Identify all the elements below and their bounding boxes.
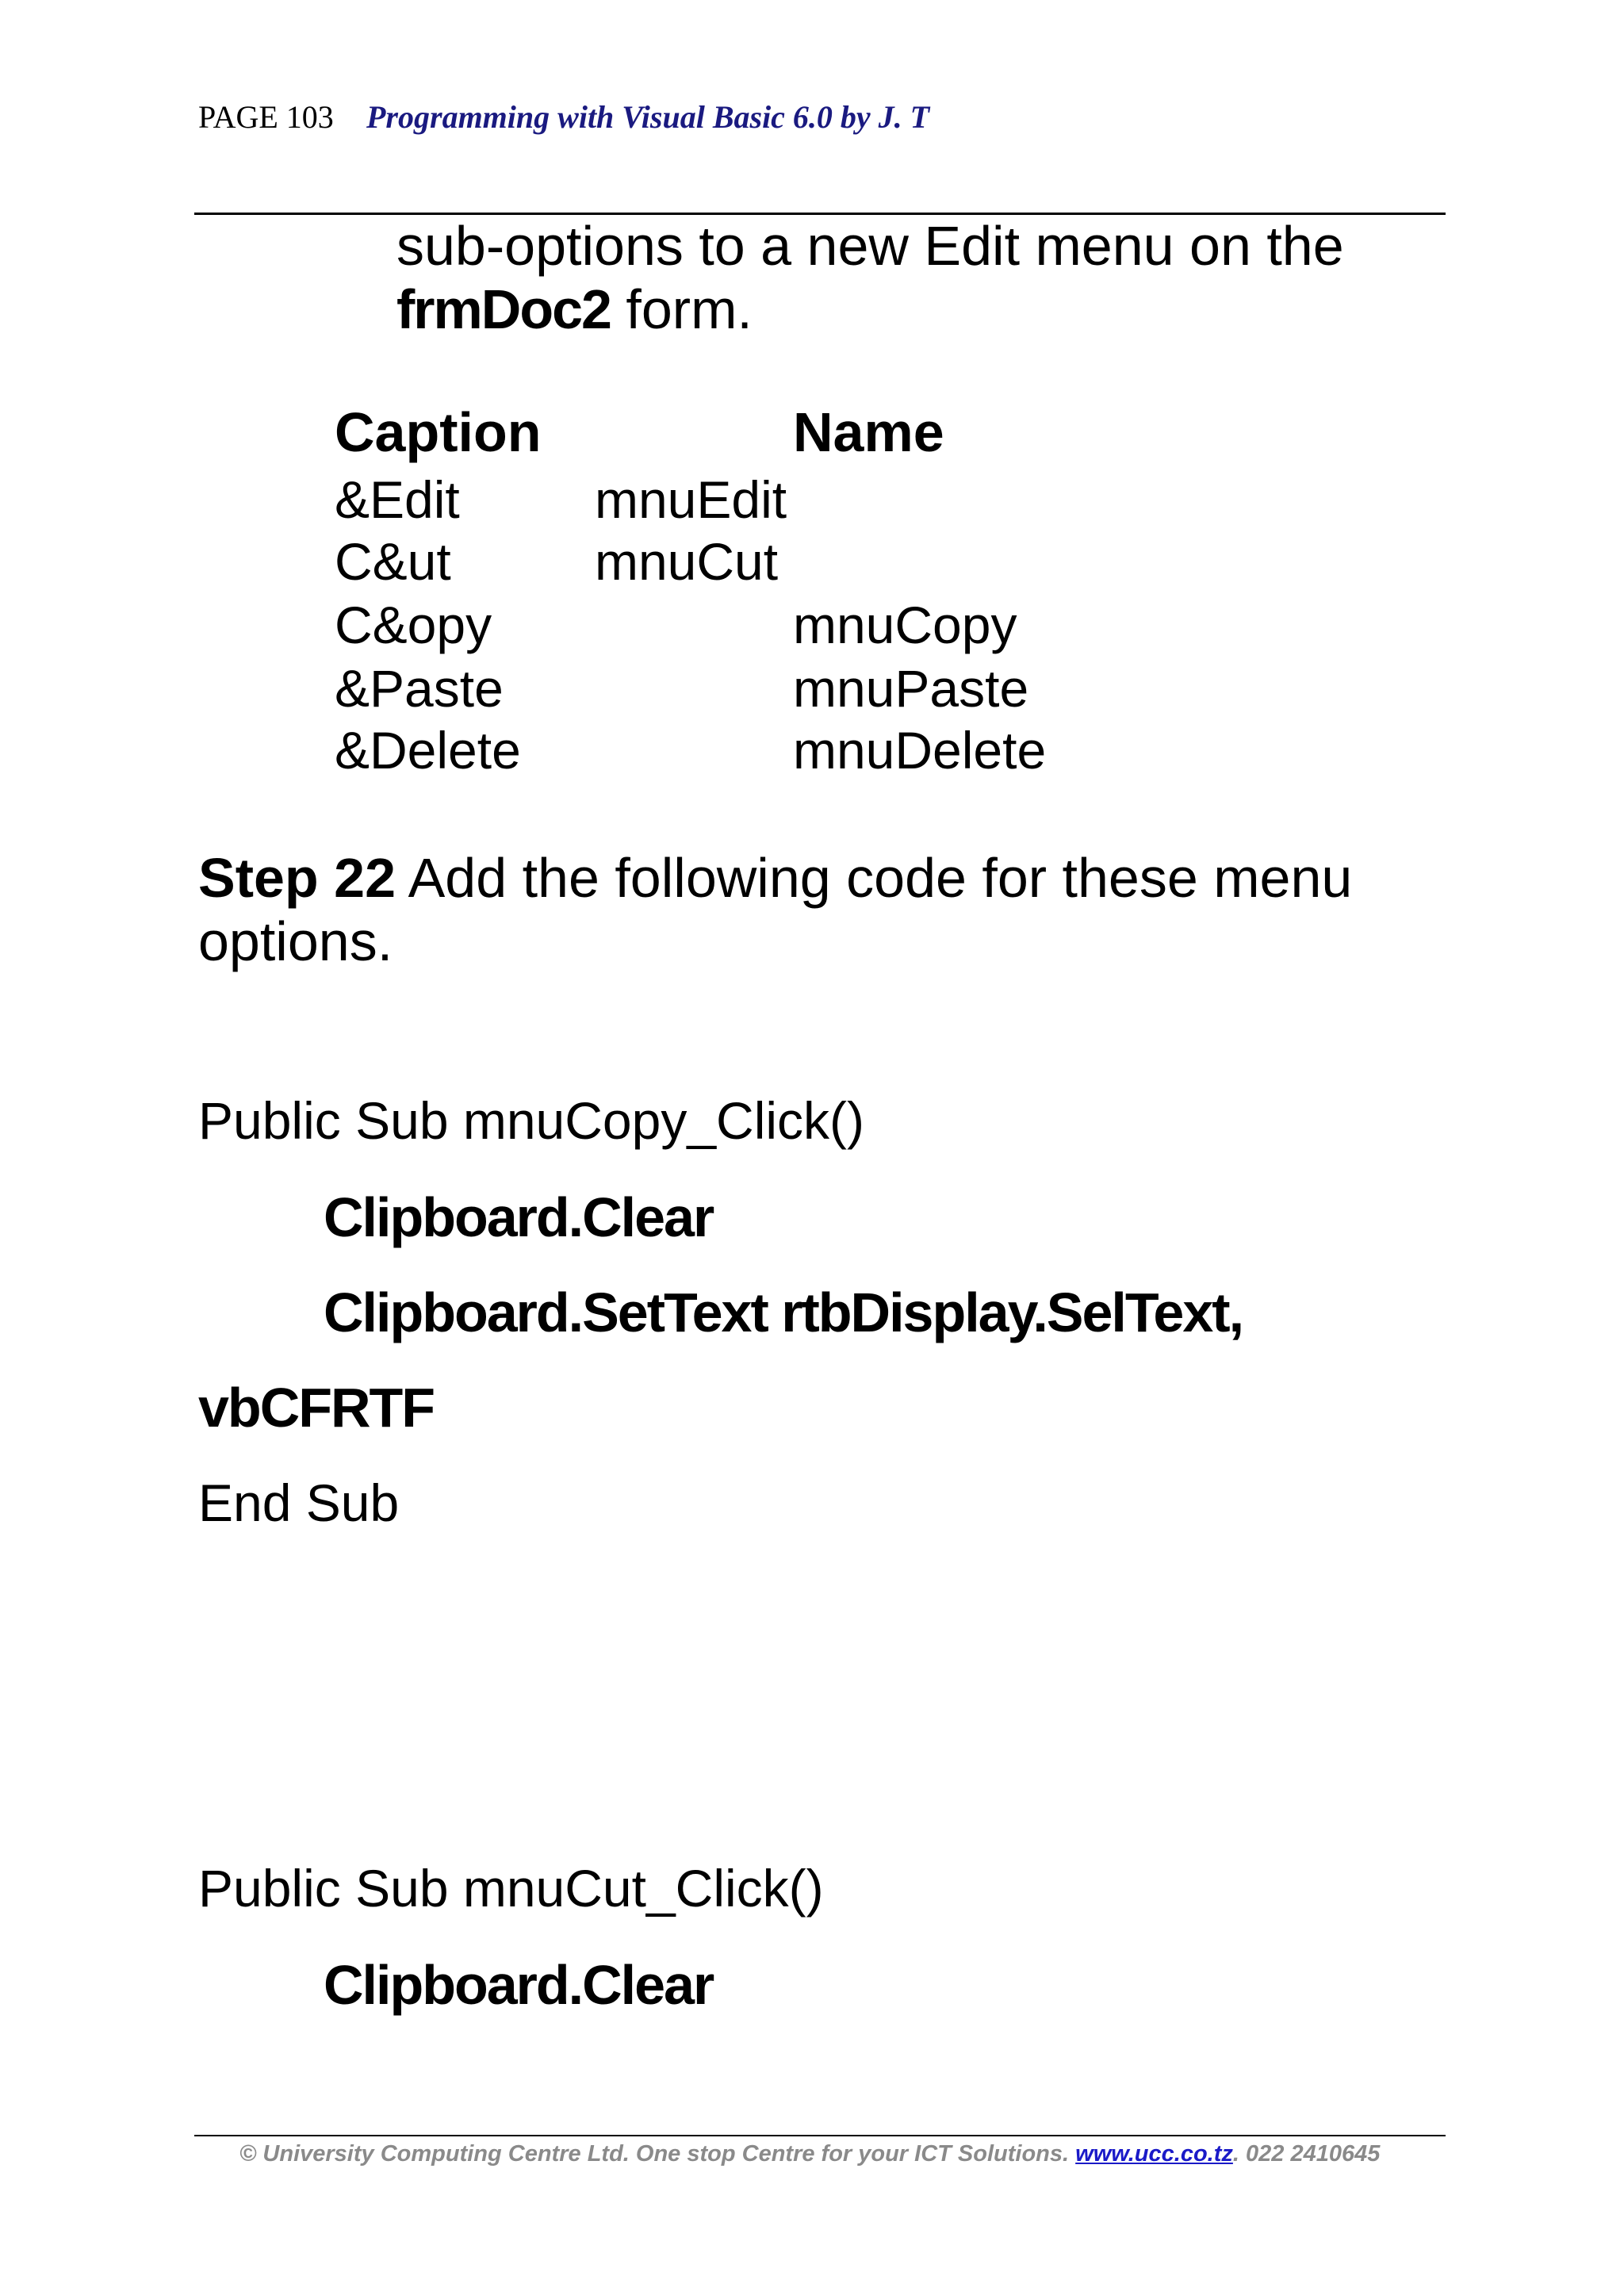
table-cell-name: mnuCopy <box>793 596 1017 654</box>
code-line: Clipboard.SetText rtbDisplay.SelText, <box>324 1282 1243 1343</box>
table-cell-name: mnuDelete <box>793 721 1047 780</box>
step-line-1 <box>198 846 1352 910</box>
code-line: Clipboard.Clear <box>324 1954 714 2016</box>
table-cell-caption: C&ut <box>335 532 451 591</box>
book-title: Programming with Visual Basic 6.0 by J. T <box>366 99 930 135</box>
form-name: frmDoc2 <box>396 278 611 340</box>
page-number: PAGE 103 <box>198 99 334 135</box>
intro-line-2-rest: form. <box>610 278 753 340</box>
table-cell-name: mnuEdit <box>595 470 787 529</box>
table-cell-caption: &Edit <box>335 470 460 529</box>
table-header-name: Name <box>793 401 944 463</box>
code-signature: Public Sub mnuCut_Click() <box>198 1859 824 1918</box>
table-cell-name: mnuPaste <box>793 659 1029 718</box>
footer <box>239 2141 1380 2167</box>
table-cell-caption: &Paste <box>335 659 504 718</box>
step-label: Step 22 <box>198 847 396 909</box>
step-text: Add the following code for these menu <box>396 847 1353 909</box>
intro-line-2 <box>396 278 753 341</box>
footer-text: © University Computing Centre Ltd. One stop Centre for your ICT Solutions. <box>239 2141 1076 2167</box>
code-end: End Sub <box>198 1473 400 1532</box>
footer-link[interactable]: www.ucc.co.tz <box>1075 2141 1233 2167</box>
table-header-caption: Caption <box>335 401 542 463</box>
step-line-2: options. <box>198 910 393 972</box>
code-line: vbCFRTF <box>198 1377 435 1439</box>
footer-rule <box>194 2135 1446 2136</box>
table-cell-caption: C&opy <box>335 596 492 654</box>
intro-line-1: sub-options to a new Edit menu on the <box>396 215 1344 277</box>
code-signature: Public Sub mnuCopy_Click() <box>198 1091 864 1150</box>
table-cell-name: mnuCut <box>595 532 779 591</box>
table-cell-caption: &Delete <box>335 721 521 780</box>
footer-phone: . 022 2410645 <box>1232 2141 1381 2167</box>
code-line: Clipboard.Clear <box>324 1186 714 1248</box>
